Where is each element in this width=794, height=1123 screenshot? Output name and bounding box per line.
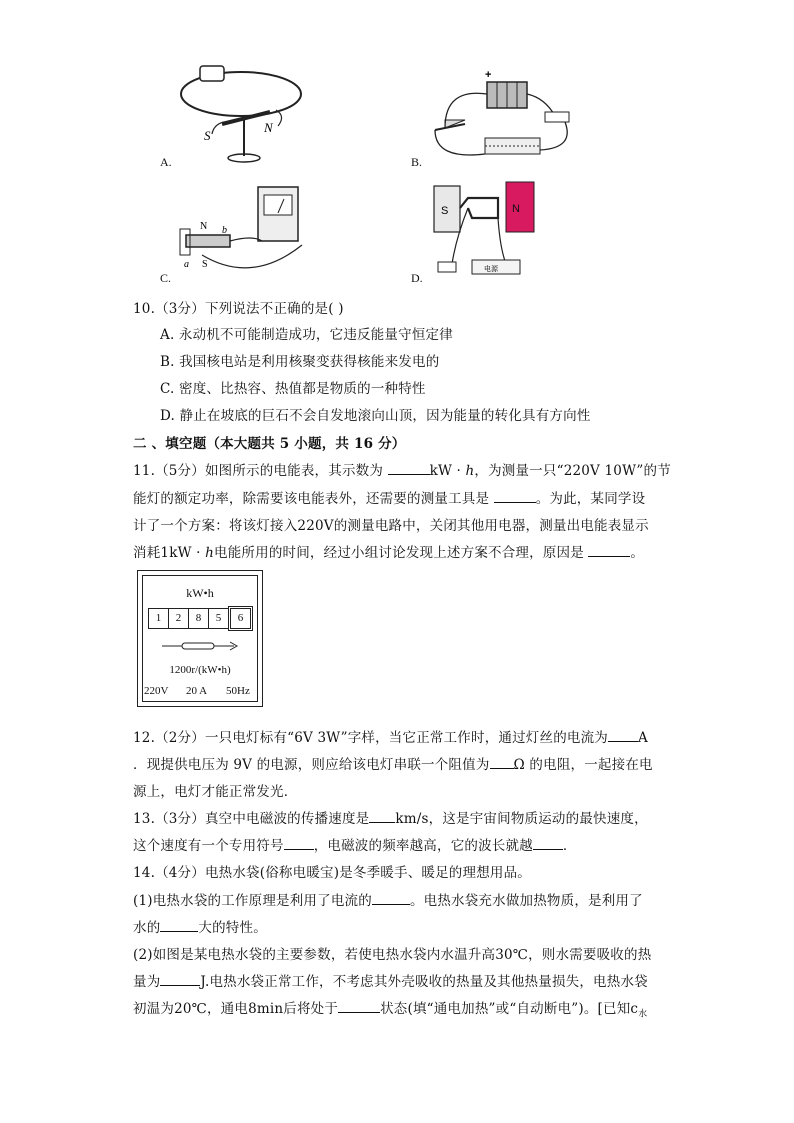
- figure-b-plus-label: +: [485, 69, 492, 81]
- meter-voltage: 220V: [144, 685, 169, 697]
- figure-c-s-label: S: [202, 259, 208, 270]
- q11-text-4b: 。: [630, 545, 645, 561]
- meter-digit-2: 2: [168, 608, 189, 629]
- q12-text-1a: 12.（2分）一只电灯标有“6V 3W”字样，当它正常工作时，通过灯丝的电流为: [133, 730, 609, 746]
- q13-blank-2[interactable]: [284, 837, 314, 850]
- figure-c: [172, 185, 312, 277]
- q11-text-1a: 11.（5分）如图所示的电能表，其示数为: [133, 463, 388, 479]
- q14-subscript-water: 水: [638, 1009, 648, 1020]
- q14-blank-3[interactable]: [160, 973, 200, 986]
- figure-c-label: C.: [160, 271, 172, 285]
- q11-text-4a: 消耗1kW · ℎ电能所用的时间，经过小组讨论发现上述方案不合理，原因是: [133, 545, 589, 561]
- q10-option-b: B. 我国核电站是利用核聚变获得核能来发电的: [160, 354, 440, 370]
- meter-digit-1: 1: [148, 608, 169, 629]
- q11-line-1: [133, 459, 671, 479]
- figure-d: [428, 178, 540, 282]
- q12-text-1b: A: [638, 730, 648, 746]
- q12-text-2a: ．现提供电压为 9V 的电源，则应给该电灯串联一个阻值为: [133, 757, 490, 773]
- figure-c-diagram: [172, 185, 312, 277]
- q14-part1-line-1: [133, 889, 643, 909]
- figure-a-diagram: [176, 60, 306, 170]
- q13-blank-3[interactable]: [533, 837, 563, 850]
- q14-text-p1a: (1)电热水袋的工作原理是利用了电流的: [133, 893, 372, 909]
- q13-line-2: [133, 834, 577, 854]
- q12-blank-2[interactable]: [490, 756, 514, 769]
- q11-text-2a: 能灯的额定功率，除需要该电能表外，还需要的测量工具是: [133, 491, 494, 507]
- q11-line-2: [133, 487, 645, 507]
- figure-d-label: D.: [411, 271, 423, 285]
- figure-a-label: A.: [160, 155, 172, 169]
- figure-a-n-label: N: [264, 120, 273, 135]
- q11-line-4: [133, 541, 644, 561]
- q14-text-p2c: J.电热水袋正常工作，不考虑其外壳吸收的热量及其他热量损失，电热水袋: [200, 974, 648, 990]
- q14-part2-line-2: [133, 970, 648, 990]
- section-2-heading: 二 、填空题（本大题共 5 小题，共 16 分）: [133, 436, 406, 452]
- q10-stem: 10.（3分）下列说法不正确的是( ): [133, 301, 344, 317]
- q14-part2-line-1: (2)如图是某电热水袋的主要参数，若使电热水袋内水温升高30℃，则水需要吸收的热: [133, 947, 652, 963]
- q12-blank-1[interactable]: [608, 729, 638, 742]
- q14-text-p1c: 水的: [133, 920, 161, 936]
- figure-c-b-label: b: [222, 225, 227, 236]
- q13-text-2c: ．: [562, 838, 577, 854]
- q14-part2-line-3: [133, 997, 647, 1020]
- figure-a-s-label: S: [204, 128, 211, 143]
- q10-option-a: A. 永动机不可能制造成功，它违反能量守恒定律: [160, 327, 453, 343]
- q14-text-p2d: 初温为20℃，通电8min后将处于: [133, 1001, 339, 1017]
- figure-b-diagram: [425, 68, 580, 168]
- q13-text-2a: 这个速度有一个专用符号: [133, 838, 284, 854]
- q14-blank-4[interactable]: [338, 1000, 380, 1013]
- figure-d-source-label: 电源: [484, 265, 498, 273]
- meter-current: 20 A: [186, 685, 208, 697]
- q13-text-1a: 13.（3分）真空中电磁波的传播速度是: [133, 811, 370, 827]
- meter-digit-3: 8: [188, 608, 209, 629]
- figure-a: [176, 60, 306, 170]
- q13-text-2b: ，电磁波的频率越高，它的波长就越: [313, 838, 533, 854]
- q14-text-p1b: 。电热水袋充水做加热物质，是利用了: [409, 893, 643, 909]
- meter-rate: 1200r/(kW•h): [169, 664, 231, 676]
- q13-line-1: [133, 807, 648, 827]
- q14-blank-1[interactable]: [372, 892, 410, 905]
- meter-frequency: 50Hz: [226, 685, 250, 697]
- meter-dial-icon: [160, 639, 240, 653]
- meter-unit: kW•h: [186, 586, 214, 600]
- q14-text-p2e: 状态(填“通电加热”或“自动断电”)。[已知c: [380, 1001, 639, 1017]
- q12-line-3: 源上，电灯才能正常发光．: [133, 784, 298, 800]
- q14-part1-line-2: [133, 916, 267, 936]
- q11-text-2b: 。为此，某同学设: [535, 491, 646, 507]
- q14-blank-2[interactable]: [160, 919, 198, 932]
- q13-text-1b: km/s，这是宇宙间物质运动的最快速度，: [395, 811, 648, 827]
- q12-line-2: [133, 753, 653, 773]
- q14-text-p1d: 大的特性。: [198, 920, 267, 936]
- figure-d-n-label: N: [512, 203, 520, 215]
- q11-line-3: 计了一个方案：将该灯接入220V的测量电路中，关闭其他用电器，测量出电能表显示: [133, 518, 649, 534]
- q14-stem: 14.（4分）电热水袋(俗称电暖宝)是冬季暖手、暖足的理想用品。: [133, 865, 531, 881]
- q11-blank-2[interactable]: [494, 490, 536, 503]
- q12-text-2b: Ω 的电阻，一起接在电: [513, 757, 653, 773]
- q14-text-p2b: 量为: [133, 974, 161, 990]
- q11-text-1b: kW · ℎ，为测量一只“220V 10W”的节: [429, 463, 671, 479]
- q12-line-1: [133, 726, 648, 746]
- figure-d-s-label: S: [441, 205, 449, 217]
- q13-blank-1[interactable]: [369, 810, 395, 823]
- figure-b-label: B.: [411, 155, 423, 169]
- q11-blank-3[interactable]: [588, 544, 630, 557]
- figure-d-diagram: [428, 178, 540, 282]
- figure-c-n-label: N: [200, 221, 208, 232]
- figure-b: [425, 68, 580, 168]
- q11-blank-1[interactable]: [388, 462, 430, 475]
- figure-c-a-label: a: [184, 259, 189, 270]
- q10-option-d: D. 静止在坡底的巨石不会自发地滚向山顶，因为能量的转化具有方向性: [160, 408, 591, 424]
- q10-option-c: C. 密度、比热容、热值都是物质的一种特性: [160, 381, 426, 397]
- meter-digit-4: 5: [208, 608, 229, 629]
- meter-digit-5: 6: [230, 608, 251, 629]
- energy-meter-figure: [137, 570, 263, 707]
